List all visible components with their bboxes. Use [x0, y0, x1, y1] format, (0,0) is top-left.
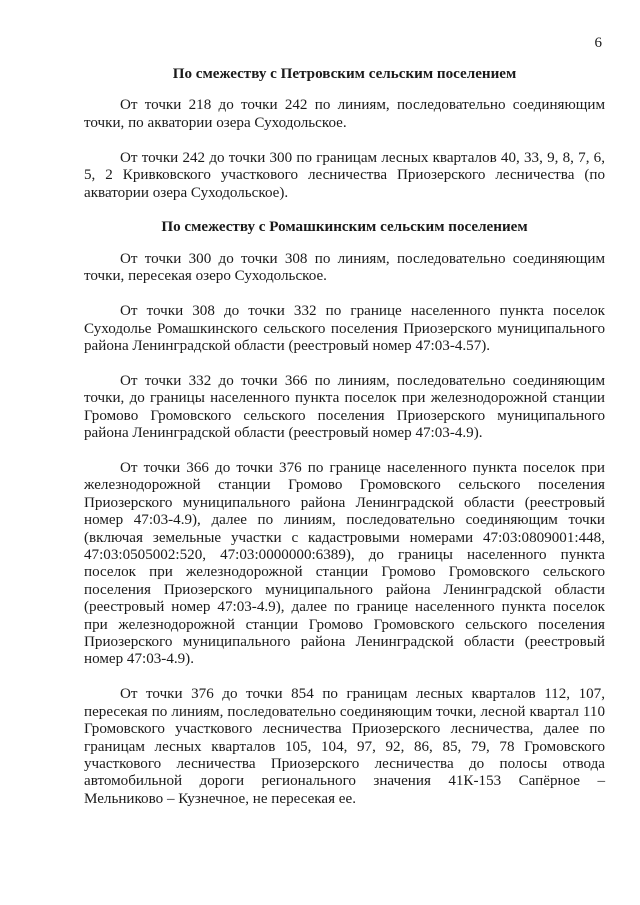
- section-heading-romashkinskoe: По смежеству с Ромашкинским сельским поселением: [161, 219, 528, 236]
- paragraph-218-242: От точки 218 до точки 242 по линиям, последовательно соединяющим точки, по акватории озера Суходольское.: [84, 97, 605, 131]
- document-body: [84, 66, 605, 808]
- paragraph-242-300: От точки 242 до точки 300 по границам лесных кварталов 40, 33, 9, 8, 7, 6, 5, 2 Кривковского участкового лесничества Приозерского лесничества (по акватории озера Суходольское).: [84, 149, 605, 201]
- section-heading-petrovskoe: По смежеству с Петровским сельским поселением: [172, 66, 517, 82]
- paragraph-308-332: От точки 308 до точки 332 по границе населенного пункта поселок Суходолье Ромашкинского сельского поселения Приозерского муниципального района Ленинградской области (реестровый номер 47:03-4.57).: [84, 303, 605, 354]
- page-number: 6: [594, 35, 602, 51]
- paragraph-376-854: От точки 376 до точки 854 по границам лесных кварталов 112, 107, пересекая по линиям, последовательно соединяющим точки, лесной квартал 110 Громовского участкового лесничества Приозерского лесничества, далее по границам лесных кварталов 105, 104, 97, 92, 86, 85, 79, 78 Громовского участкового лесничества Приозерского лесничества до полосы отвода автомобильной дороги регионального значения 41К-153 Сапёрное – Мельниково – Кузнечное, не пересекая ее.: [84, 686, 605, 807]
- paragraph-300-308: От точки 300 до точки 308 по линиям, последовательно соединяющим точки, пересекая озеро Суходольское.: [84, 250, 605, 285]
- paragraph-332-366: От точки 332 до точки 366 по линиям, последовательно соединяющим точки, до границы населенного пункта поселок при железнодорожной станции Громово Громовского сельского поселения Приозерского муниципального района Ленинградской области (реестровый номер 47:03-4.9).: [84, 372, 605, 442]
- paragraph-366-376: От точки 366 до точки 376 по границе населенного пункта поселок при железнодорожной станции Громово Громовского сельского поселения Приозерского муниципального района Ленинградской области (реестровый номер 47:03-4.9), далее по линиям, последовательно соединяющим точки (включая земельные участки с кадастровыми номерами 47:03:0809001:448, 47:03:0505002:520, 47:03:0000000:6389), до границы населенного пункта поселок при железнодорожной станции Громово Громовского сельского поселения Приозерского муниципального района Ленинградской области (реестровый номер 47:03-4.9), далее по границе населенного пункта поселок при железнодорожной станции Громово Громовского сельского поселения Приозерского муниципального района Ленинградской области (реестровый номер 47:03-4.9).: [84, 460, 605, 668]
